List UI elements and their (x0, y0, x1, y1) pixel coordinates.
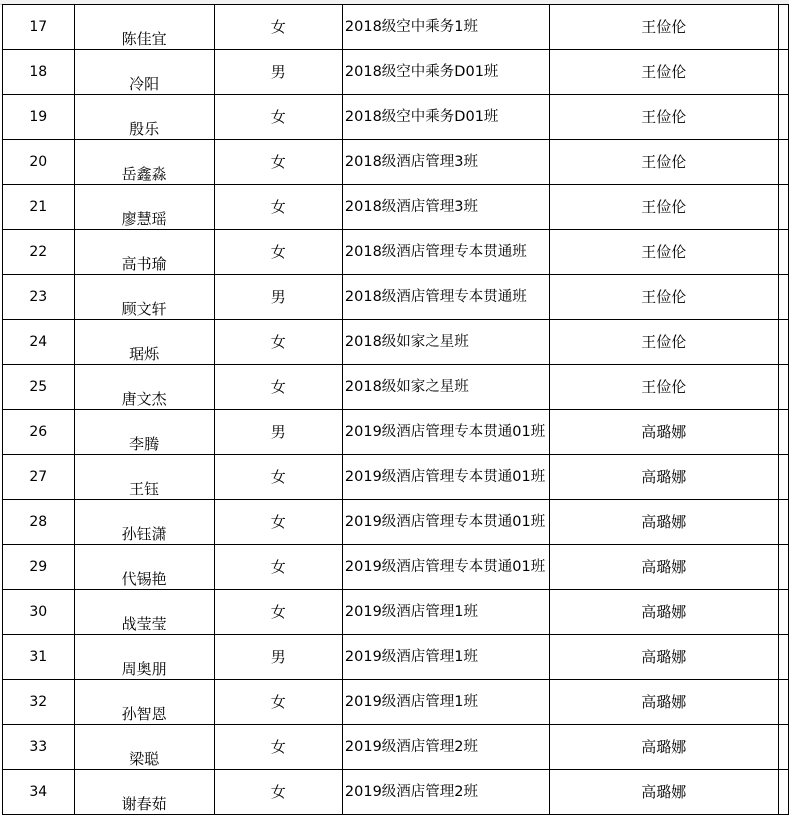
cell-number[interactable]: 26 (3, 410, 75, 455)
cell-name[interactable]: 唐文杰 (74, 365, 214, 410)
cell-gender[interactable]: 女 (214, 590, 342, 635)
table-row (3, 410, 789, 455)
cell-number[interactable]: 23 (3, 275, 75, 320)
cell-teacher[interactable]: 高璐娜 (549, 680, 778, 725)
cell-class[interactable]: 2018级酒店管理3班 (342, 185, 549, 230)
cell-class[interactable]: 2018级如家之星班 (342, 365, 549, 410)
cell-empty[interactable] (779, 320, 789, 365)
cell-gender[interactable]: 女 (214, 500, 342, 545)
cell-class[interactable]: 2019级酒店管理1班 (342, 635, 549, 680)
cell-gender[interactable]: 女 (214, 5, 342, 50)
cell-name[interactable]: 顾文轩 (74, 275, 214, 320)
table-row (3, 635, 789, 680)
cell-name[interactable]: 李腾 (74, 410, 214, 455)
cell-empty[interactable] (779, 140, 789, 185)
cell-empty[interactable] (779, 590, 789, 635)
cell-name[interactable]: 殷乐 (74, 95, 214, 140)
cell-class[interactable]: 2019级酒店管理专本贯通01班 (342, 545, 549, 590)
cell-empty[interactable] (779, 455, 789, 500)
cell-number[interactable]: 31 (3, 635, 75, 680)
cell-gender[interactable]: 女 (214, 365, 342, 410)
table-row (3, 275, 789, 320)
table-row (3, 590, 789, 635)
cell-empty[interactable] (779, 50, 789, 95)
table-row (3, 320, 789, 365)
cell-gender[interactable]: 男 (214, 635, 342, 680)
cell-empty[interactable] (779, 770, 789, 815)
cell-name[interactable]: 战莹莹 (74, 590, 214, 635)
cell-number[interactable]: 17 (3, 5, 75, 50)
cell-gender[interactable]: 女 (214, 680, 342, 725)
cell-class[interactable]: 2019级酒店管理2班 (342, 725, 549, 770)
cell-class[interactable]: 2018级空中乘务D01班 (342, 95, 549, 140)
table-body (3, 5, 789, 815)
table-row (3, 365, 789, 410)
cell-class[interactable]: 2018级空中乘务1班 (342, 5, 549, 50)
cell-gender[interactable]: 男 (214, 50, 342, 95)
cell-teacher[interactable]: 高璐娜 (549, 770, 778, 815)
table-row (3, 725, 789, 770)
cell-class[interactable]: 2019级酒店管理2班 (342, 770, 549, 815)
cell-number[interactable]: 28 (3, 500, 75, 545)
cell-name[interactable]: 谢春茹 (74, 770, 214, 815)
cell-empty[interactable] (779, 5, 789, 50)
cell-number[interactable]: 32 (3, 680, 75, 725)
cell-class[interactable]: 2019级酒店管理1班 (342, 590, 549, 635)
cell-name[interactable]: 王钰 (74, 455, 214, 500)
cell-teacher[interactable]: 高璐娜 (549, 590, 778, 635)
cell-number[interactable]: 25 (3, 365, 75, 410)
cell-name[interactable]: 冷阳 (74, 50, 214, 95)
cell-name[interactable]: 琚烁 (74, 320, 214, 365)
cell-gender[interactable]: 女 (214, 320, 342, 365)
table-row (3, 680, 789, 725)
cell-class[interactable]: 2018级酒店管理专本贯通班 (342, 275, 549, 320)
cell-gender[interactable]: 女 (214, 545, 342, 590)
cell-class[interactable]: 2018级如家之星班 (342, 320, 549, 365)
cell-class[interactable]: 2019级酒店管理专本贯通01班 (342, 410, 549, 455)
cell-teacher[interactable]: 高璐娜 (549, 635, 778, 680)
cell-name[interactable]: 孙钰潇 (74, 500, 214, 545)
cell-gender[interactable]: 女 (214, 455, 342, 500)
cell-class[interactable]: 2019级酒店管理1班 (342, 680, 549, 725)
cell-empty[interactable] (779, 635, 789, 680)
cell-empty[interactable] (779, 725, 789, 770)
cell-gender[interactable]: 男 (214, 410, 342, 455)
cell-gender[interactable]: 女 (214, 725, 342, 770)
cell-name[interactable]: 陈佳宜 (74, 5, 214, 50)
cell-teacher[interactable]: 高璐娜 (549, 725, 778, 770)
cell-number[interactable]: 19 (3, 95, 75, 140)
cell-number[interactable]: 29 (3, 545, 75, 590)
cell-name[interactable]: 高书瑜 (74, 230, 214, 275)
cell-teacher[interactable]: 高璐娜 (549, 410, 778, 455)
cell-gender[interactable]: 女 (214, 95, 342, 140)
table-row (3, 185, 789, 230)
table-row (3, 5, 789, 50)
cell-empty[interactable] (779, 500, 789, 545)
cell-number[interactable]: 34 (3, 770, 75, 815)
cell-class[interactable]: 2019级酒店管理专本贯通01班 (342, 500, 549, 545)
cell-teacher[interactable]: 王俭伦 (549, 5, 778, 50)
cell-name[interactable]: 廖慧瑶 (74, 185, 214, 230)
cell-gender[interactable]: 女 (214, 140, 342, 185)
cell-name[interactable]: 代锡艳 (74, 545, 214, 590)
cell-name[interactable]: 孙智恩 (74, 680, 214, 725)
cell-number[interactable]: 20 (3, 140, 75, 185)
cell-teacher[interactable]: 王俭伦 (549, 320, 778, 365)
cell-empty[interactable] (779, 275, 789, 320)
cell-teacher[interactable]: 王俭伦 (549, 95, 778, 140)
table-row (3, 50, 789, 95)
cell-teacher[interactable]: 王俭伦 (549, 275, 778, 320)
cell-name[interactable]: 周奥朋 (74, 635, 214, 680)
cell-teacher[interactable]: 高璐娜 (549, 545, 778, 590)
cell-class[interactable]: 2018级空中乘务D01班 (342, 50, 549, 95)
cell-empty[interactable] (779, 545, 789, 590)
cell-gender[interactable]: 女 (214, 770, 342, 815)
table-row (3, 230, 789, 275)
table-row (3, 95, 789, 140)
cell-empty[interactable] (779, 680, 789, 725)
cell-number[interactable]: 22 (3, 230, 75, 275)
cell-number[interactable]: 33 (3, 725, 75, 770)
cell-number[interactable]: 21 (3, 185, 75, 230)
cell-teacher[interactable]: 王俭伦 (549, 140, 778, 185)
cell-empty[interactable] (779, 230, 789, 275)
cell-gender[interactable]: 女 (214, 185, 342, 230)
cell-class[interactable]: 2018级酒店管理专本贯通班 (342, 230, 549, 275)
table-row (3, 545, 789, 590)
cell-number[interactable]: 30 (3, 590, 75, 635)
cell-gender[interactable]: 男 (214, 275, 342, 320)
cell-gender[interactable]: 女 (214, 230, 342, 275)
table-row (3, 455, 789, 500)
cell-name[interactable]: 岳鑫淼 (74, 140, 214, 185)
cell-teacher[interactable]: 王俭伦 (549, 230, 778, 275)
cell-empty[interactable] (779, 410, 789, 455)
table-row (3, 500, 789, 545)
cell-number[interactable]: 24 (3, 320, 75, 365)
cell-empty[interactable] (779, 365, 789, 410)
cell-class[interactable]: 2019级酒店管理专本贯通01班 (342, 455, 549, 500)
cell-empty[interactable] (779, 185, 789, 230)
table-row (3, 140, 789, 185)
cell-name[interactable]: 梁聪 (74, 725, 214, 770)
table-row (3, 770, 789, 815)
cell-teacher[interactable]: 王俭伦 (549, 50, 778, 95)
cell-teacher[interactable]: 高璐娜 (549, 455, 778, 500)
cell-class[interactable]: 2018级酒店管理3班 (342, 140, 549, 185)
cell-teacher[interactable]: 高璐娜 (549, 500, 778, 545)
cell-number[interactable]: 18 (3, 50, 75, 95)
cell-number[interactable]: 27 (3, 455, 75, 500)
student-table (2, 4, 789, 815)
cell-teacher[interactable]: 王俭伦 (549, 365, 778, 410)
cell-empty[interactable] (779, 95, 789, 140)
cell-teacher[interactable]: 王俭伦 (549, 185, 778, 230)
